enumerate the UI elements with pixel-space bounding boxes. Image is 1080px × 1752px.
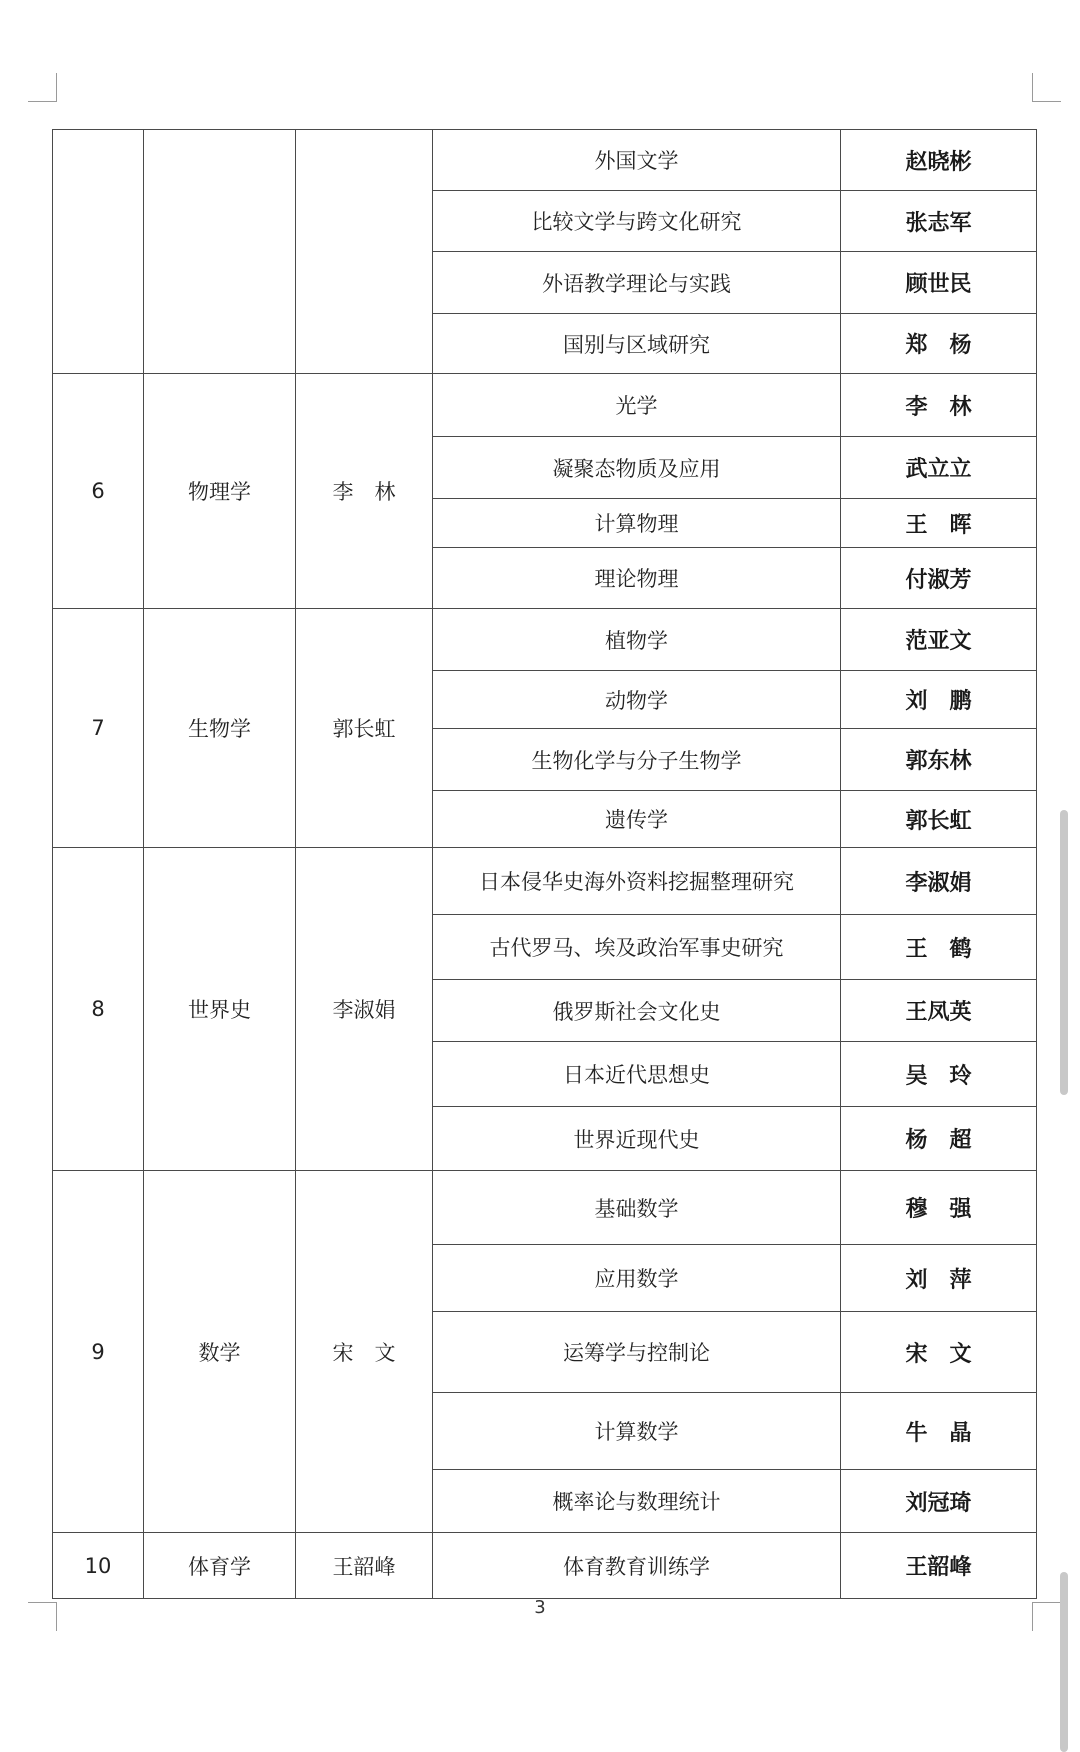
research-direction-cell: 凝聚态物质及应用 xyxy=(433,437,841,499)
discipline-name-cell: 生物学 xyxy=(144,609,296,848)
page-number: 3 xyxy=(534,1597,546,1618)
discipline-head-cell: 郭长虹 xyxy=(296,609,433,848)
research-direction-cell: 应用数学 xyxy=(433,1245,841,1312)
discipline-head-cell: 王韶峰 xyxy=(296,1533,433,1599)
direction-leader-cell: 武立立 xyxy=(841,437,1037,499)
table-row xyxy=(53,609,1037,671)
direction-leader-cell: 郭长虹 xyxy=(841,791,1037,848)
direction-leader-cell: 付淑芳 xyxy=(841,548,1037,609)
direction-leader-cell: 张志军 xyxy=(841,191,1037,252)
direction-leader-cell: 穆 强 xyxy=(841,1171,1037,1245)
direction-leader-cell: 吴 玲 xyxy=(841,1042,1037,1107)
research-direction-cell: 俄罗斯社会文化史 xyxy=(433,980,841,1042)
discipline-name-cell: 物理学 xyxy=(144,374,296,609)
direction-leader-cell: 王 鹤 xyxy=(841,915,1037,980)
discipline-number-cell: 8 xyxy=(53,848,144,1171)
research-direction-cell: 概率论与数理统计 xyxy=(433,1470,841,1533)
research-direction-cell: 古代罗马、埃及政治军事史研究 xyxy=(433,915,841,980)
direction-leader-cell: 郭东林 xyxy=(841,729,1037,791)
table-row xyxy=(53,848,1037,915)
direction-leader-cell: 宋 文 xyxy=(841,1312,1037,1393)
direction-leader-cell: 王韶峰 xyxy=(841,1533,1037,1599)
table-row xyxy=(53,130,1037,191)
direction-leader-cell: 牛 晶 xyxy=(841,1393,1037,1470)
discipline-table xyxy=(52,129,1037,1599)
research-direction-cell: 外国文学 xyxy=(433,130,841,191)
discipline-name-cell: 数学 xyxy=(144,1171,296,1533)
discipline-number-cell xyxy=(53,130,144,374)
direction-leader-cell: 刘 鹏 xyxy=(841,671,1037,729)
discipline-number-cell: 10 xyxy=(53,1533,144,1599)
direction-leader-cell: 范亚文 xyxy=(841,609,1037,671)
discipline-name-cell: 世界史 xyxy=(144,848,296,1171)
discipline-head-cell: 李 林 xyxy=(296,374,433,609)
direction-leader-cell: 王 晖 xyxy=(841,499,1037,548)
research-direction-cell: 计算物理 xyxy=(433,499,841,548)
research-direction-cell: 运筹学与控制论 xyxy=(433,1312,841,1393)
direction-leader-cell: 赵晓彬 xyxy=(841,130,1037,191)
research-direction-cell: 外语教学理论与实践 xyxy=(433,252,841,314)
research-direction-cell: 生物化学与分子生物学 xyxy=(433,729,841,791)
research-direction-cell: 日本近代思想史 xyxy=(433,1042,841,1107)
discipline-name-cell: 体育学 xyxy=(144,1533,296,1599)
research-direction-cell: 植物学 xyxy=(433,609,841,671)
discipline-name-cell xyxy=(144,130,296,374)
direction-leader-cell: 王凤英 xyxy=(841,980,1037,1042)
research-direction-cell: 国别与区域研究 xyxy=(433,314,841,374)
research-direction-cell: 体育教育训练学 xyxy=(433,1533,841,1599)
crop-mark-top-right xyxy=(1032,73,1061,102)
research-direction-cell: 遗传学 xyxy=(433,791,841,848)
research-direction-cell: 日本侵华史海外资料挖掘整理研究 xyxy=(433,848,841,915)
table-row xyxy=(53,1171,1037,1245)
research-direction-cell: 计算数学 xyxy=(433,1393,841,1470)
crop-mark-top-left xyxy=(28,73,57,102)
direction-leader-cell: 李淑娟 xyxy=(841,848,1037,915)
discipline-head-cell: 李淑娟 xyxy=(296,848,433,1171)
research-direction-cell: 动物学 xyxy=(433,671,841,729)
research-direction-cell: 光学 xyxy=(433,374,841,437)
table-row xyxy=(53,1533,1037,1599)
direction-leader-cell: 刘冠琦 xyxy=(841,1470,1037,1533)
direction-leader-cell: 李 林 xyxy=(841,374,1037,437)
discipline-head-cell xyxy=(296,130,433,374)
direction-leader-cell: 刘 萍 xyxy=(841,1245,1037,1312)
research-direction-cell: 理论物理 xyxy=(433,548,841,609)
scrollbar-thumb-lower[interactable] xyxy=(1060,1572,1068,1752)
research-direction-cell: 比较文学与跨文化研究 xyxy=(433,191,841,252)
direction-leader-cell: 杨 超 xyxy=(841,1107,1037,1171)
table-row xyxy=(53,374,1037,437)
discipline-number-cell: 9 xyxy=(53,1171,144,1533)
research-direction-cell: 基础数学 xyxy=(433,1171,841,1245)
discipline-number-cell: 6 xyxy=(53,374,144,609)
discipline-head-cell: 宋 文 xyxy=(296,1171,433,1533)
discipline-number-cell: 7 xyxy=(53,609,144,848)
direction-leader-cell: 顾世民 xyxy=(841,252,1037,314)
direction-leader-cell: 郑 杨 xyxy=(841,314,1037,374)
research-direction-cell: 世界近现代史 xyxy=(433,1107,841,1171)
scrollbar-thumb[interactable] xyxy=(1060,810,1068,1095)
